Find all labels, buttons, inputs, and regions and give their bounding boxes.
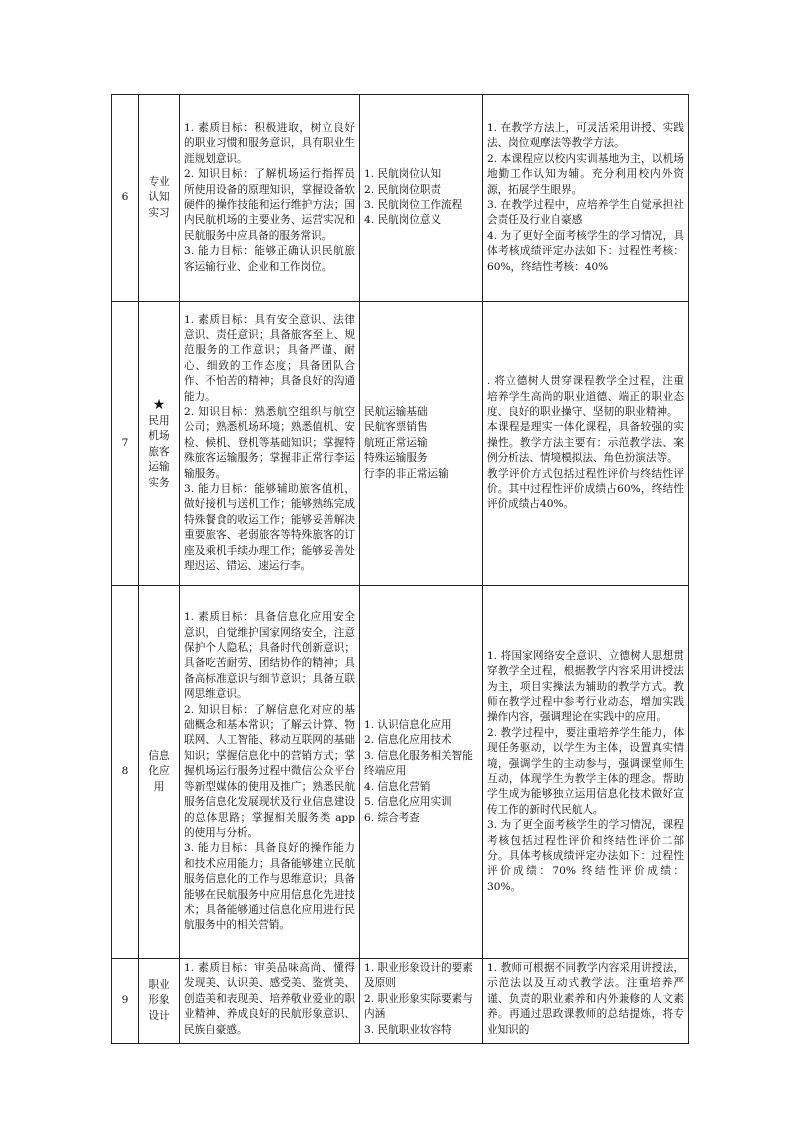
- course-content-item: 1. 职业形象设计的要素及原则: [364, 962, 473, 990]
- course-goals-item: 3. 能力目标：能够辅助旅客值机，做好接机与送机工作；能够熟练完成特殊餐食的收运工作；能够妥善解决重要旅客、老弱旅客等特殊旅客的订座及乘机手续办理工作；能够妥善处理迟运、错运、速运行李。: [184, 483, 355, 573]
- table-row: [112, 302, 689, 586]
- course-number: 6: [112, 95, 139, 302]
- teaching-requirements-item: 2. 本课程应以校内实训基地为主，以机场地勤工作认知为辅。充分利用校内外资源，拓展学生眼界。: [487, 152, 684, 196]
- teaching-requirements-item: 1. 在教学方法上，可灵活采用讲授、实践法、岗位观摩法等教学方法。: [487, 121, 684, 150]
- course-content-item: 行李的非正常运输: [364, 467, 449, 480]
- course-goals-item: 2. 知识目标：熟悉航空组织与航空公司；熟悉机场环境；熟悉值机、安检、候机、登机等基础知识；掌握特殊旅客运输服务；掌握非正常行李运输服务。: [184, 405, 355, 480]
- course-goals-item: 2. 知识目标：了解信息化对应的基础概念和基本常识；了解云计算、物联网、人工智能、移动互联网的基础知识；掌握信息化中的营销方式；掌握机场运行服务过程中微信公众平台等新型媒体的使用及推广；熟悉民航服务信息化发展现状及行业信息建设的总体思路；掌握相关服务类 app 的使用与分析。: [184, 703, 355, 839]
- table-row: [112, 95, 689, 302]
- course-content: [360, 959, 483, 1044]
- course-content-item: 特殊运输服务: [364, 452, 428, 465]
- teaching-requirements: [483, 302, 689, 586]
- course-name: [139, 95, 180, 302]
- course-name-line: 实习: [148, 206, 170, 219]
- course-content-item: 民航运输基础: [364, 405, 428, 418]
- teaching-requirements: [483, 95, 689, 302]
- teaching-requirements: [483, 586, 689, 959]
- course-content-item: 2. 信息化应用技术: [364, 734, 452, 747]
- course-content-item: 4. 民航岗位意义: [364, 214, 442, 227]
- course-goals-item: 3. 能力目标：具备良好的操作能力和技术应用能力；具备能够建立民航服务信息化的工作与思维意识；具备能够在民航服务中应用信息化先进技术；具备能够通过信息化应用进行民航服务中的相关营销。: [184, 842, 355, 932]
- course-content-item: 4. 信息化营销: [364, 780, 431, 793]
- course-content-item: 1. 认识信息化应用: [364, 719, 452, 732]
- course-content-item: 5. 信息化应用实训: [364, 796, 452, 809]
- course-goals-item: 2. 知识目标：了解机场运行指挥员所使用设备的原理知识，掌握设备软硬件的操作技能和运行维护方法；国内民航机场的主要业务、运营实况和民航服务中应具备的服务常识。: [184, 168, 355, 242]
- course-goals-item: 1. 素质目标：积极进取，树立良好的职业习惯和服务意识，具有职业生涯规划意识。: [184, 121, 355, 165]
- teaching-requirements-item: 1. 将国家网络安全意识、立德树人思想贯穿教学全过程，根据教学内容采用讲授法为主，项目实操法为辅助的教学方式。教师在教学过程中参考行业动态，增加实践操作内容，强调理论在实践中的应用。: [487, 649, 684, 724]
- teaching-requirements-item: 教学评价方式包括过程性评价与终结性评价。其中过程性评价成绩占60%，终结性评价成绩占40%。: [487, 467, 684, 511]
- course-number: 7: [112, 302, 139, 586]
- course-name-line: 认知: [148, 191, 170, 204]
- teaching-requirements-item: 本课程是理实一体化课程，具备较强的实操性。教学方法主要有：示范教学法、案例分析法、情境模拟法、角色扮演法等。: [487, 421, 684, 465]
- course-content-item: 航班正常运输: [364, 436, 428, 449]
- teaching-requirements-item: 3. 为了更全面考核学生的学习情况，课程考核包括过程性评价和终结性评价二部分。具体考核成绩评定办法如下：过程性评价成绩：70% 终结性评价成绩：30%。: [487, 819, 684, 893]
- teaching-requirements-item: 3. 在教学过程中，应培养学生自觉承担社会责任及行业自豪感: [487, 199, 684, 227]
- course-name-line: 民用: [148, 414, 170, 427]
- course-name-line: 专业: [148, 175, 170, 188]
- course-name: [139, 586, 180, 959]
- course-name-line: 化应: [148, 765, 170, 778]
- course-goals-item: 1. 素质目标：审美品味高尚、懂得发现美、认识美、感受美、鉴赏美、创造美和表现美、培养敬业爱业的职业精神、养成良好的民航形象意识、民族自豪感。: [184, 962, 355, 1036]
- course-goals: [180, 586, 360, 959]
- course-content: [360, 95, 483, 302]
- course-goals: [180, 959, 360, 1044]
- teaching-requirements-item: 1. 教师可根据不同教学内容采用讲授法，示范法以及互动式教学法。注重培养严谨、负责的职业素养和内外兼修的人文素养。再通过思政课教师的总结提炼，将专业知识的: [487, 962, 684, 1036]
- curriculum-table: [111, 94, 689, 1044]
- course-name-line: 职业: [148, 978, 170, 991]
- course-name-line: 信息: [148, 749, 170, 762]
- course-name-line: 用: [153, 780, 165, 793]
- course-content-item: 民航客票销售: [364, 421, 428, 434]
- course-goals-item: 1. 素质目标：具有安全意识、法律意识、责任意识；具备旅客至上、规范服务的工作意识；具备严谨、耐心、细致的工作态度；具备团队合作、不怕苦的精神；具备良好的沟通能力。: [184, 313, 355, 403]
- course-content: [360, 302, 483, 586]
- teaching-requirements-item: 2. 教学过程中，要注重培养学生能力，体现任务驱动，以学生为主体，设置真实情境，强调学生的主动参与，强调课堂师生互动，体现学生为教学主体的理念。帮助学生成为能够独立运用信息化技术做好宣传工作的新时代民航人。: [487, 726, 684, 816]
- course-content: [360, 586, 483, 959]
- star-icon: ★: [152, 396, 166, 413]
- table-row: [112, 586, 689, 959]
- course-name-line: 机场: [148, 430, 170, 443]
- course-content-item: 3. 信息化服务相关智能终端应用: [364, 749, 473, 778]
- course-content-item: 1. 民航岗位认知: [364, 168, 442, 181]
- course-goals: [180, 302, 360, 586]
- course-content-item: 6. 综合考查: [364, 811, 420, 824]
- course-name-line: 运输: [148, 461, 170, 474]
- course-content-item: 2. 职业形象实际要素与内涵: [364, 992, 473, 1021]
- course-goals-item: 1. 素质目标：具备信息化应用安全意识，自觉维护国家网络安全，注意保护个人隐私；具备时代创新意识；具备吃苦耐劳、团结协作的精神；具备高标准意识与细节意识；具备互联网思维意识。: [184, 611, 355, 701]
- course-number: 8: [112, 586, 139, 959]
- teaching-requirements-item: 4. 为了更好全面考核学生的学习情况，具体考核成绩评定办法如下：过程性考核：60%，终结性考核：40%: [487, 229, 684, 273]
- table-row: [112, 959, 689, 1044]
- course-name-line: 实务: [148, 476, 170, 489]
- course-content-item: 3. 民航岗位工作流程: [364, 199, 463, 211]
- course-name: [139, 302, 180, 586]
- course-name: [139, 959, 180, 1044]
- course-name-line: 形象: [148, 994, 170, 1007]
- course-content-item: 3. 民航职业妆容特: [364, 1023, 452, 1036]
- course-name-line: 设计: [148, 1009, 170, 1022]
- course-goals: [180, 95, 360, 302]
- teaching-requirements-item: . 将立德树人贯穿课程教学全过程，注重培养学生高尚的职业道德、端正的职业态度、良好的职业操守、坚韧的职业精神。: [487, 375, 684, 418]
- course-number: 9: [112, 959, 139, 1044]
- course-name-line: 旅客: [148, 445, 170, 458]
- course-goals-item: 3. 能力目标：能够正确认识民航旅客运输行业、企业和工作岗位。: [184, 245, 355, 273]
- course-content-item: 2. 民航岗位职责: [364, 183, 442, 196]
- teaching-requirements: [483, 959, 689, 1044]
